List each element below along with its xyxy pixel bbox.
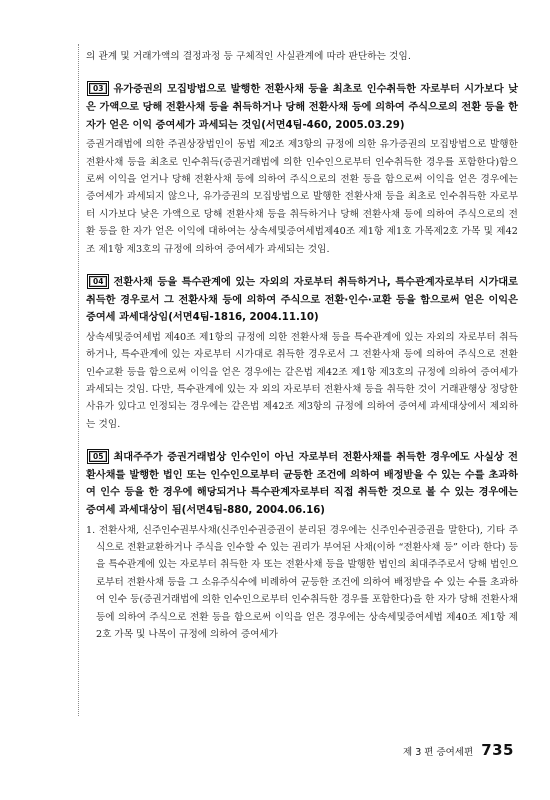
page-content	[86, 48, 518, 643]
section-heading	[86, 274, 518, 327]
section-number-badge: 03	[89, 83, 107, 94]
list-item: 1. 전환사채, 신주인수권부사채(신주인수권증권이 분리된 경우에는 신주인수권증권을 말한다), 기타 주식으로 전환교환하거나 주식을 인수할 수 있는 권리가 부여된 사채(이하 “전환사채 등” 이라 한다) 등을 특수관계에 있는 자로부터 취득한 자 또는 전환사채 등을 발행한 법인의 최대주주로서 당해 법인으로부터 전환사채 등을 그 소유주식수에 비례하여 균등한 조건에 의하여 배정받을 수 있는 수를 초과하여 인수 등(증권거래법에 의한 인수인으로부터 인수취득한 경우를 포함한다)을 한 자가 당해 전환사채 등에 의하여 주식으로 전환 등을 함으로써 이익을 얻은 경우에는 상속세및증여세법 제40조 제1항 제2호 가목 및 나목이 규정에 의하여 증여세가	[86, 524, 518, 641]
section-heading-text: 최대주주가 증권거래법상 인수인이 아닌 자로부터 전환사채를 취득한 경우에도 사실상 전환사채를 발행한 법인 또는 인수인으로부터 균등한 조건에 의하여 배정받을 수 있는 수를 초과하여 인수 등을 한 경우에 해당되거나 특수관계자로부터 직접 취득한 것으로 볼 수 있는 경우에는 증여세 과세대상이 됨(서면4팀-880, 2004.06.16)	[86, 452, 518, 517]
section-body: 증권거래법에 의한 주권상장법인이 동법 제2조 제3항의 규정에 의한 유가증권의 모집방법으로 발행한 전환사채 등을 최초로 인수취득(증권거래법에 의한 인수인으로부터 인수취득한 경우를 포함한다)함으로써 이익을 얻거나 당해 전환사채 등에 의하여 주식으로의 전환 등을 함으로써 이익을 얻은 경우에는 증여세가 과세되지 않으나, 유가증권의 모집방법으로 발행한 전환사채 등을 최초로 인수취득한 자로부터 시가보다 낮은 가액으로 당해 전환사채 등을 취득하거나 당해 전환사채 등에 의하여 주식으로의 전환 등을 한 자가 얻은 이익에 대하여는 상속세및증여세법제40조 제1항 제1호 가목제2호 가목 및 제42조 제1항 제3호의 규정에 의하여 증여세가 과세되는 것임.	[86, 139, 518, 255]
intro-paragraph: 의 관계 및 거래가액의 결정과정 등 구체적인 사실관계에 따라 판단하는 것임.	[86, 51, 412, 62]
section-heading-text: 전환사채 등을 특수관계에 있는 자외의 자로부터 취득하거나, 특수관계자로부터 시가대로 취득한 경우로서 그 전환사채 등에 의하여 주식으로 전환·인수·교환 등을 함으로써 얻은 이익은 증여세 과세대상임(서면4팀-1816, 2004.11.10)	[86, 277, 518, 324]
page-footer	[403, 741, 514, 759]
section-heading	[86, 449, 518, 519]
section-number-badge: 04	[89, 276, 107, 287]
chapter-label: 제 3 편 증여세편	[403, 747, 474, 758]
section-heading-text: 유가증권의 모집방법으로 발행한 전환사채 등을 최초로 인수취득한 자로부터 시가보다 낮은 가액으로 당해 전환사채 등을 취득하거나 당해 전환사채 등에 의하여 주식으로의 전환 등을 한 자가 얻은 이익 증여세가 과세되는 것임(서면4팀-460, 2005.03.29)	[86, 84, 518, 131]
section-number-badge: 05	[89, 451, 107, 462]
section-03	[86, 81, 518, 258]
section-body: 상속세및증여세법 제40조 제1항의 규정에 의한 전환사채 등을 특수관계에 있는 자외의 자로부터 취득하거나, 특수관계에 있는 자로부터 시가대로 취득한 경우로서 그 전환사채 등에 의하여 주식으로 전환인수교환 등을 함으로써 이익을 얻은 경우에는 같은법 제42조 제1항 제3호의 규정에 의하여 증여세가 과세되는 것임. 다만, 특수관계에 있는 자 외의 자로부터 전환사채 등을 취득한 것이 거래관행상 정당한 사유가 있다고 인정되는 경우에는 같은법 제42조 제3항의 규정에 의하여 증여세 과세대상에서 제외하는 것임.	[86, 331, 518, 430]
page-number: 735	[481, 741, 514, 759]
section-04	[86, 274, 518, 433]
margin-dotted-rule	[78, 44, 79, 716]
section-list	[86, 522, 518, 644]
section-heading	[86, 81, 518, 134]
section-05	[86, 449, 518, 643]
